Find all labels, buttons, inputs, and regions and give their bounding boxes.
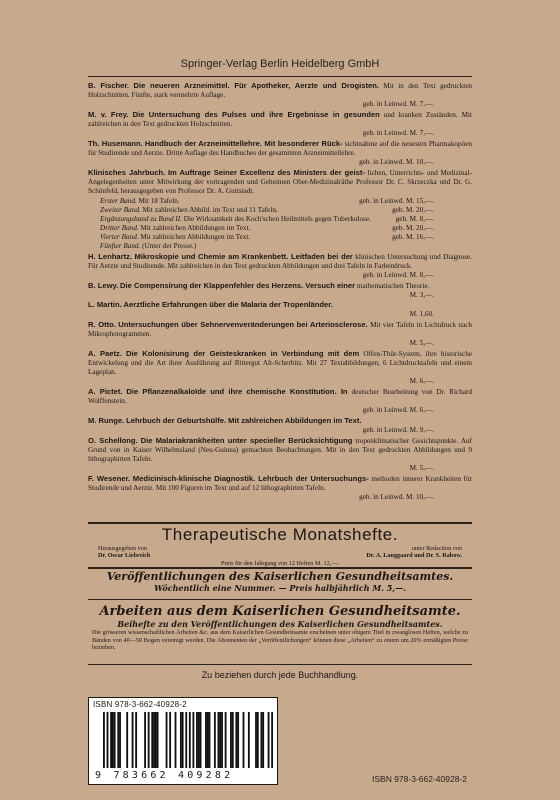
barcode-bar	[221, 712, 223, 768]
barcode-bar	[260, 712, 262, 768]
barcode-bar	[262, 712, 264, 768]
barcode-bar	[132, 712, 134, 768]
catalog-entry: M. v. Frey. Die Untersuchung des Pulses und ihre Ergebnisse in gesunden und kranken Zuständen. Mit zahlreichen in den Text gedruckten Holzschnitten. geb. in Leinwd. M. 7,—.	[88, 109, 473, 138]
barcode-bar	[169, 712, 171, 768]
catalog-entry: A. Pictet. Die Pflanzenalkaloïde und ihre chemische Konstitution. In deutscher Bearbeitung von Dr. Richard Wolffenstein. geb. in Leinwd. M. 6,—.	[88, 386, 473, 415]
isbn-barcode-box	[88, 697, 278, 785]
monatshefte-ad: Therapeutische Monatshefte. Herausgegeben von unter Redaction von Dr. Oscar Liebreich Dr. A. Langgaard und Dr. S. Rabow. Preis für den Jahrgang von 12 Heften M. 12,—.	[88, 525, 472, 567]
barcode-bar	[151, 712, 153, 768]
barcode-bar	[219, 712, 221, 768]
barcode-bar	[157, 712, 159, 768]
barcode-bar	[175, 712, 177, 768]
barcode-bar	[126, 712, 128, 768]
publisher-name: Springer-Verlag Berlin Heidelberg GmbH	[180, 58, 380, 70]
barcode-bar	[218, 712, 220, 768]
barcode-bar	[155, 712, 157, 768]
header-rule	[88, 76, 472, 77]
veroeffentlichungen-ad: Veröffentlichungen des Kaiserlichen Gesundheitsamtes. Wöchentlich eine Nummer. — Preis halbjährlich M. 5,—.	[88, 570, 472, 593]
catalog-entry: M. Runge. Lehrbuch der Geburtshülfe. Mit zahlreichen Abbildungen im Text. geb. in Leinwd. M. 9,—.	[88, 415, 434, 434]
barcode-bar	[225, 712, 227, 768]
distribution-note: Zu beziehen durch jede Buchhandlung.	[201, 670, 359, 680]
barcode-bar	[117, 712, 119, 768]
barcode-bar	[185, 712, 187, 768]
volume-row: Erster Band. Mit 18 Tafeln. geb. in Leinwd. M. 15,—.	[100, 196, 434, 205]
arbeiten-title: Arbeiten aus dem Kaiserlichen Gesundheitsamte.	[99, 604, 461, 619]
barcode-bar	[112, 712, 114, 768]
volume-row: Zweiter Band. Mit zahlreichen Abbild. im Text und 11 Tafeln. geb. M. 20,—.	[100, 205, 434, 214]
section-rule	[88, 522, 472, 524]
section-rule	[88, 664, 472, 665]
section-rule	[88, 567, 472, 569]
barcode-bar	[237, 712, 239, 768]
isbn-text: ISBN 978-3-662-40928-2	[372, 774, 467, 784]
barcode-bar	[180, 712, 182, 768]
barcode-digits: 9 783662 409282	[95, 770, 234, 781]
barcode-bar	[230, 712, 232, 768]
catalog-entry: A. Paetz. Die Kolonisirung der Geisteskranken in Verbindung mit dem Offen-Thür-System, ihre historische Entwickelung und die Art ihrer Ausführung auf Rittergut Alt-Scherbitz. Mit 27 Textabbildungen, 6 Lichtdrucktafeln und einem Lageplan. M. 6,—.	[88, 348, 473, 386]
barcode-bar	[243, 712, 245, 768]
barcode-bar	[192, 712, 194, 768]
barcode-bar	[200, 712, 202, 768]
isbn-label: ISBN 978-3-662-40928-2	[93, 700, 187, 709]
barcode-bar	[196, 712, 198, 768]
volume-row: Dritter Band. Mit zahlreichen Abbildungen im Text. geb. M. 20,—.	[100, 223, 434, 232]
barcode	[103, 712, 273, 768]
catalog-entry: B. Lewy. Die Compensirung der Klappenfehler des Herzens. Versuch einer mathematischen Theorie. M. 3,—.	[88, 280, 434, 299]
barcode-bar	[214, 712, 216, 768]
monatshefte-title: Therapeutische Monatshefte.	[161, 525, 399, 544]
barcode-bar	[148, 712, 150, 768]
catalog-entry: O. Schellong. Die Malariakrankheiten unter specieller Berücksichtigung tropenklimatischer Gesichtspunkte. Auf Grund von in Kaiser Wilhelmsland (Neu-Guinea) gemachten Beobachtungen. Mit in den Text gedruckten Abbildungen und 9 lithographirten Tafeln. M. 5,—.	[88, 435, 473, 472]
catalog-entry: Klinisches Jahrbuch. Im Auftrage Seiner Excellenz des Ministers der geist- lichen, Unterrichts- und Medizinal-Angelegenheiten unter Mitwirkung der vortragenden und Geheimen Ober-Medizinalräthe Professor Dr. C. Skrzeczka und Dr. G. Schönfeld, herausgegeben von Professor Dr. A. Guttstadt.	[88, 167, 473, 195]
veroeffentlichungen-title: Veröffentlichungen des Kaiserlichen Gesundheitsamtes.	[106, 570, 454, 583]
barcode-bar	[198, 712, 200, 768]
barcode-bar	[257, 712, 259, 768]
catalog-list	[88, 81, 472, 502]
catalog-entry: H. Lenhartz. Mikroskopie und Chemie am Krankenbett. Leitfaden bei der klinischen Untersuchung und Diagnose. Für Aerzte und Studirende. Mit zahlreichen in den Text gedruckten Abbildungen und drei Tafeln in Farbendruck. geb. in Leinwd. M. 8,—.	[88, 251, 473, 279]
volume-row: Ergänzungsband zu Band II. Die Wirksamkeit des Koch'schen Heilmittels gegen Tuberkulose. geb. M. 8,—.	[100, 214, 434, 223]
barcode-bar	[119, 712, 121, 768]
barcode-bar	[107, 712, 109, 768]
volume-row: Fünfter Band. (Unter der Presse.)	[100, 241, 197, 250]
barcode-bar	[248, 712, 250, 768]
barcode-bar	[232, 712, 234, 768]
arbeiten-ad: Arbeiten aus dem Kaiserlichen Gesundheitsamte. Beihefte zu den Veröffentlichungen des Kaiserlichen Gesundheitsamtes. Die grösseren wissenschaftlichen Arbeiten &c. aus dem Kaiserlichen Gesundheitsamte erscheinen unter obigem Titel in zwanglosen Heften, welche zu Bänden von 40—50 Bogen vereinigt werden. Die Abonnenten der „Veröffentlichungen“ können diese „Arbeiten“ zu einem um 20% ermäßigten Preise beziehen.	[88, 604, 472, 652]
barcode-bar	[153, 712, 155, 768]
barcode-bar	[144, 712, 146, 768]
volume-row: Vierter Band. Mit zahlreichen Abbildungen im Text. geb. M. 16,—.	[100, 232, 434, 241]
barcode-bar	[207, 712, 209, 768]
barcode-bar	[271, 712, 273, 768]
barcode-bar	[135, 712, 137, 768]
barcode-bar	[103, 712, 105, 768]
barcode-bar	[255, 712, 257, 768]
barcode-bar	[114, 712, 116, 768]
barcode-bar	[205, 712, 207, 768]
catalog-entry: Th. Husemann. Handbuch der Arzneimittellehre. Mit besonderer Rück- sichtnahme auf die neuesten Pharmakopöen für Studirende und Aerzte. Dritte Auflage des Handbuches der gesammten Arzneimittellehre. geb. in Leinwd. M. 10,—.	[88, 138, 472, 166]
catalog-entry: F. Wesener. Medicinisch-klinische Diagnostik. Lehrbuch der Untersuchungs- methoden innerer Krankheiten für Studirende und Aerzte. Mit 100 Figuren im Text und auf 12 lithographirten Tafeln. geb. in Leinwd. M. 10,—.	[88, 473, 472, 501]
barcode-bar	[209, 712, 211, 768]
catalog-entry: L. Martin. Aerztliche Erfahrungen über die Malaria der Tropenländer. M. 1,60.	[88, 300, 434, 319]
catalog-entry: B. Fischer. Die neueren Arzneimittel. Für Apotheker, Aerzte und Drogisten. Mit in den Text gedruckten Holzschnitten. Fünfte, stark vermehrte Auflage. geb. in Leinwd. M. 7,—.	[88, 81, 472, 109]
barcode-bar	[110, 712, 112, 768]
barcode-bar	[166, 712, 168, 768]
section-rule	[88, 599, 472, 600]
barcode-bar	[189, 712, 191, 768]
barcode-bar	[182, 712, 184, 768]
barcode-bar	[268, 712, 270, 768]
catalog-entry: R. Otto. Untersuchungen über Sehnervenveränderungen bei Arteriosclerose. Mit vier Tafeln in Lichtdruck nach Mikrophotogrammen. M. 5,—.	[88, 320, 472, 348]
barcode-bar	[235, 712, 237, 768]
